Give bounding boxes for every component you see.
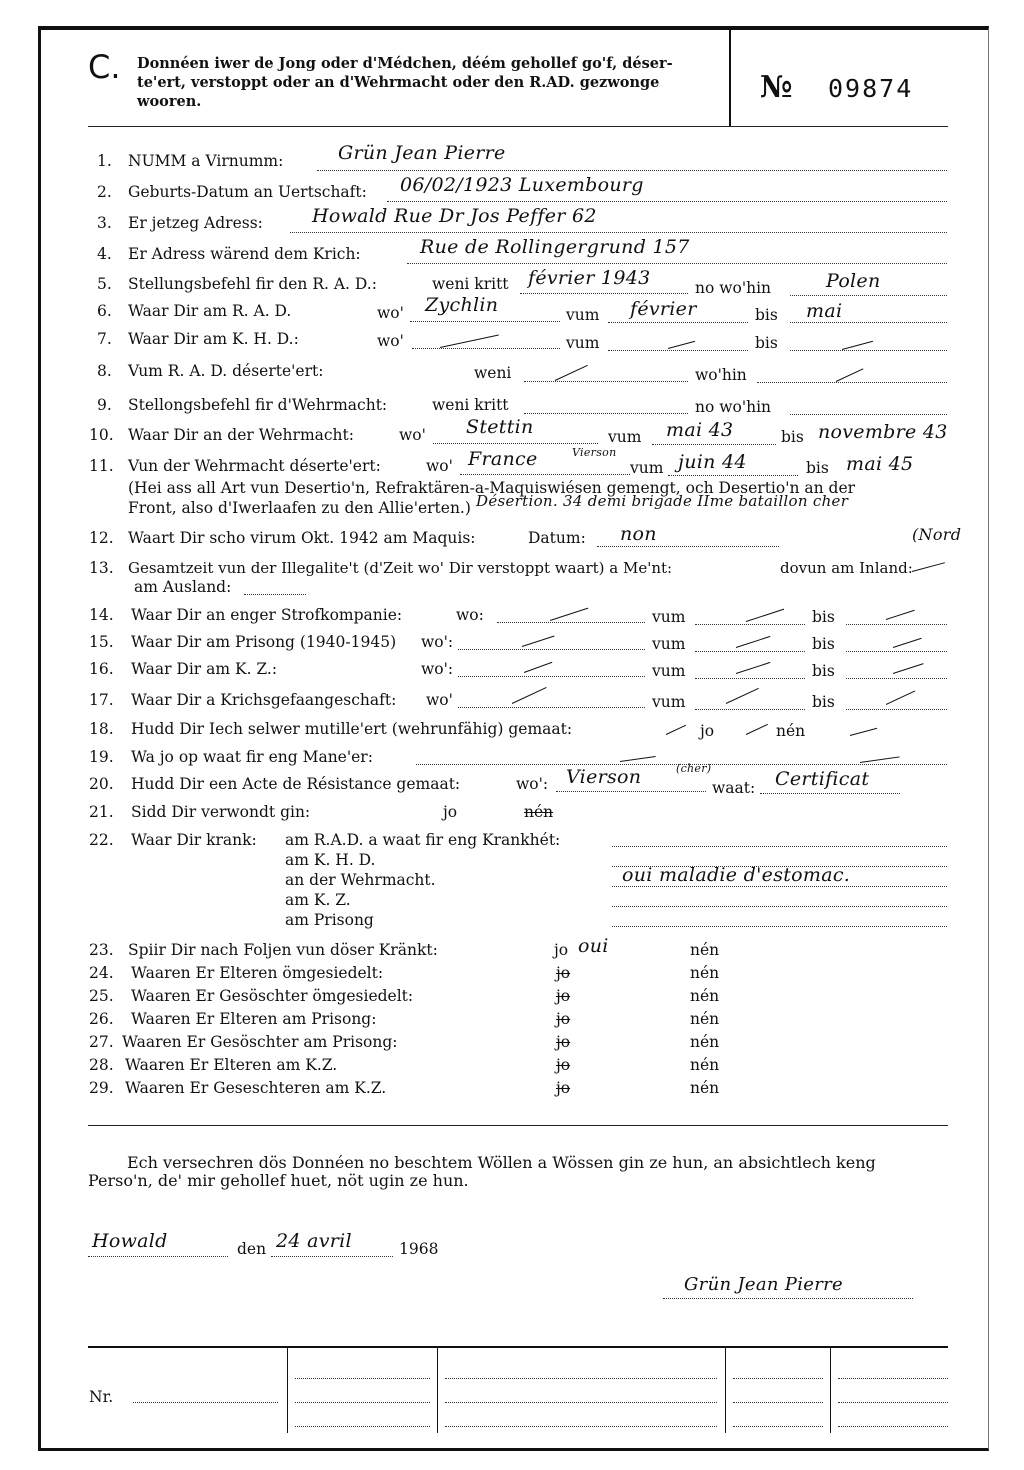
item-sublabel: vum xyxy=(566,306,600,324)
footer-line xyxy=(733,1426,823,1427)
item-sublabel: vum xyxy=(652,693,686,711)
item-label: Waaren Er Gesöschter am Prisong: xyxy=(122,1033,398,1051)
item-note: Front, also d'Iwerlaafen zu den Allie'erten.) xyxy=(128,499,471,517)
answer-line xyxy=(695,651,805,652)
item-label: Waar Dir a Krichsgefaangeschaft: xyxy=(131,691,397,709)
item-sublabel: jo xyxy=(556,1056,571,1074)
item-number: 7. xyxy=(97,330,112,348)
item-sublabel: wo': xyxy=(421,633,454,651)
item-number: 19. xyxy=(89,748,114,766)
handwritten-signature: Grün Jean Pierre xyxy=(684,1274,843,1295)
footer-line xyxy=(445,1426,717,1427)
answer-line xyxy=(458,649,645,650)
answer-line xyxy=(290,232,947,233)
item-sublabel: jo xyxy=(554,941,569,959)
answer-line xyxy=(458,676,645,677)
item-label: Waar Dir am K. Z.: xyxy=(131,660,278,678)
title-line: wooren. xyxy=(137,93,202,110)
header-rule xyxy=(88,126,948,127)
footer-line xyxy=(445,1402,717,1403)
section-letter: C. xyxy=(88,48,121,86)
item-note: (Hei ass all Art vun Desertio'n, Refraktären-a-Maquiswiésen gemengt, och Desertio'n an der xyxy=(128,479,856,497)
item-sublabel: am Prisong xyxy=(285,911,374,929)
item-sublabel: nén xyxy=(776,722,806,740)
answer-line xyxy=(846,651,947,652)
item-sublabel: bis xyxy=(781,428,804,446)
handwritten-value: Certificat xyxy=(775,768,870,790)
item-number: 17. xyxy=(89,691,114,709)
item-sublabel: jo xyxy=(556,1079,571,1097)
item-sublabel: jo xyxy=(443,803,458,821)
answer-line xyxy=(757,382,947,383)
handwritten-value: novembre 43 xyxy=(818,421,948,443)
footer-line xyxy=(733,1402,823,1403)
year-text: 1968 xyxy=(399,1240,439,1258)
handwritten-value: mai 45 xyxy=(846,453,914,475)
handwritten-value: février xyxy=(630,298,697,320)
item-sublabel: an der Wehrmacht. xyxy=(285,871,436,889)
handwritten-war-address: Rue de Rollingergrund 157 xyxy=(420,236,690,258)
form-number: 09874 xyxy=(828,74,914,103)
section-rule xyxy=(88,1125,948,1126)
item-sublabel: wo' xyxy=(377,332,404,350)
handwritten-value: (Nord xyxy=(912,525,962,544)
item-number: 28. xyxy=(89,1056,114,1074)
item-sublabel: jo xyxy=(700,722,715,740)
item-label: Hudd Dir een Acte de Résistance gemaat: xyxy=(131,775,461,793)
item-label: Geburts-Datum an Uertschaft: xyxy=(128,183,367,201)
item-label: Stellungsbefehl fir den R. A. D.: xyxy=(128,275,377,293)
item-sublabel: bis xyxy=(812,608,835,626)
handwritten-value: mai xyxy=(806,300,843,322)
item-sublabel: bis xyxy=(806,459,829,477)
item-sublabel: jo xyxy=(556,964,571,982)
answer-line xyxy=(846,624,947,625)
item-number: 9. xyxy=(97,396,112,414)
item-label: Vum R. A. D. déserte'ert: xyxy=(128,362,324,380)
item-label: Waaren Er Geseschteren am K.Z. xyxy=(125,1079,387,1097)
answer-line xyxy=(524,413,688,414)
handwritten-date: 24 avril xyxy=(276,1230,352,1252)
handwritten-name: Grün Jean Pierre xyxy=(338,142,506,164)
handwritten-superscript: (cher) xyxy=(676,762,712,775)
item-number: 12. xyxy=(89,529,114,547)
item-number: 24. xyxy=(89,964,114,982)
item-sublabel: nén xyxy=(690,1033,720,1051)
footer-line xyxy=(295,1426,430,1427)
item-number: 6. xyxy=(97,302,112,320)
handwritten-superscript: Vierson xyxy=(572,446,617,459)
footer-line xyxy=(295,1378,430,1379)
item-number: 26. xyxy=(89,1010,114,1028)
footer-line xyxy=(445,1378,717,1379)
item-sublabel: nén xyxy=(524,803,554,821)
item-sublabel: bis xyxy=(755,306,778,324)
item-number: 4. xyxy=(97,245,112,263)
item-sublabel: jo xyxy=(556,1010,571,1028)
item-number: 16. xyxy=(89,660,114,678)
item-label: Waar Dir am K. H. D.: xyxy=(128,330,299,348)
answer-line xyxy=(695,624,805,625)
item-sublabel: bis xyxy=(812,662,835,680)
handwritten-value: Vierson xyxy=(566,766,642,788)
item-label: NUMM a Virnumm: xyxy=(128,152,284,170)
footer-line xyxy=(733,1378,823,1379)
footer-line xyxy=(838,1378,948,1379)
date-line xyxy=(271,1256,393,1257)
item-number: 18. xyxy=(89,720,114,738)
declaration-text: Perso'n, de' mir gehollef huet, nöt ugin ze hun. xyxy=(88,1171,469,1190)
item-sublabel: am K. Z. xyxy=(285,891,351,909)
answer-line xyxy=(524,381,688,382)
handwritten-value: Zychlin xyxy=(425,294,499,316)
answer-line xyxy=(410,321,560,322)
title-line: Donnéen iwer de Jong oder d'Médchen, déém gehollef go'f, déser- xyxy=(137,55,673,72)
nr-label: Nr. xyxy=(89,1388,114,1406)
item-sublabel: vum xyxy=(652,635,686,653)
item-label: Waar Dir am Prisong (1940-1945) xyxy=(131,633,397,651)
signature-line xyxy=(663,1298,913,1299)
answer-line xyxy=(846,678,947,679)
item-sublabel: wo' xyxy=(377,304,404,322)
item-sublabel: weni kritt xyxy=(432,275,509,293)
item-sublabel: am K. H. D. xyxy=(285,851,376,869)
item-sublabel: bis xyxy=(755,334,778,352)
item-number: 13. xyxy=(89,559,114,577)
answer-line xyxy=(612,906,947,907)
answer-line xyxy=(433,443,598,444)
item-label: Vun der Wehrmacht déserte'ert: xyxy=(128,457,381,475)
item-sublabel: wo: xyxy=(456,606,484,624)
answer-line xyxy=(608,322,748,323)
item-number: 25. xyxy=(89,987,114,1005)
item-label: Waaren Er Elteren am K.Z. xyxy=(125,1056,338,1074)
footer-line xyxy=(838,1402,948,1403)
footer-column-divider xyxy=(830,1347,831,1433)
answer-line xyxy=(612,926,947,927)
item-number: 21. xyxy=(89,803,114,821)
answer-line xyxy=(695,709,805,710)
answer-line xyxy=(497,622,645,623)
answer-line xyxy=(668,475,798,476)
item-label: Gesamtzeit vun der Illegalite't (d'Zeit wo' Dir verstoppt waart) a Me'nt: xyxy=(128,559,673,577)
item-number: 5. xyxy=(97,275,112,293)
handwritten-address: Howald Rue Dr Jos Peffer 62 xyxy=(312,205,597,227)
header-divider xyxy=(729,30,731,126)
item-sublabel: nén xyxy=(690,941,720,959)
handwritten-value: février 1943 xyxy=(528,267,651,289)
answer-line xyxy=(652,444,776,445)
item-sublabel: wo': xyxy=(516,775,549,793)
answer-line xyxy=(790,295,947,296)
footer-column-divider xyxy=(287,1347,288,1433)
item-sublabel: vum xyxy=(608,428,642,446)
item-number: 23. xyxy=(89,941,114,959)
handwritten-value: France xyxy=(468,448,538,470)
item-label: Waar Dir an der Wehrmacht: xyxy=(128,426,354,444)
item-label: Waart Dir scho virum Okt. 1942 am Maquis: xyxy=(128,529,476,547)
handwritten-note: Désertion. 34 demi brigade IIme bataillon cher xyxy=(476,492,849,510)
handwritten-value: non xyxy=(620,523,657,545)
item-label: Er Adress wärend dem Krich: xyxy=(128,245,361,263)
item-sublabel: vum xyxy=(652,662,686,680)
item-number: 8. xyxy=(97,362,112,380)
item-sublabel: wo' xyxy=(426,691,453,709)
item-label: Er jetzeg Adress: xyxy=(128,214,263,232)
answer-line xyxy=(760,793,900,794)
item-sublabel: nén xyxy=(690,1010,720,1028)
numero-symbol: № xyxy=(760,70,793,105)
answer-line xyxy=(520,293,688,294)
item-number: 11. xyxy=(89,457,114,475)
title-line: te'ert, verstoppt oder an d'Wehrmacht oder den R.AD. gezwonge xyxy=(137,74,660,91)
item-sublabel: bis xyxy=(812,635,835,653)
footer-column-divider xyxy=(725,1347,726,1433)
item-number: 15. xyxy=(89,633,114,651)
answer-line xyxy=(612,886,947,887)
form-title xyxy=(137,54,673,111)
item-sublabel: dovun am Inland: xyxy=(780,559,913,577)
item-sublabel: am R.A.D. a waat fir eng Krankhét: xyxy=(285,831,561,849)
footer-top-rule xyxy=(88,1346,948,1348)
item-sublabel: Datum: xyxy=(528,529,586,547)
item-sublabel: jo xyxy=(556,1033,571,1051)
handwritten-place: Howald xyxy=(92,1230,168,1252)
item-sublabel: weni kritt xyxy=(432,396,509,414)
answer-line xyxy=(790,414,947,415)
item-number: 10. xyxy=(89,426,114,444)
place-line xyxy=(88,1256,228,1257)
item-number: 14. xyxy=(89,606,114,624)
item-number: 29. xyxy=(89,1079,114,1097)
item-label: Stellongsbefehl fir d'Wehrmacht: xyxy=(128,396,388,414)
item-number: 2. xyxy=(97,183,112,201)
nr-line xyxy=(133,1402,278,1403)
item-label: Spiir Dir nach Foljen vun döser Kränkt: xyxy=(128,941,438,959)
handwritten-value: juin 44 xyxy=(678,451,747,473)
footer-line xyxy=(295,1402,430,1403)
handwritten-value: oui xyxy=(578,935,609,957)
den-label: den xyxy=(237,1240,267,1258)
item-sublabel: am Ausland: xyxy=(134,578,232,596)
answer-line xyxy=(407,263,947,264)
answer-line xyxy=(790,350,947,351)
answer-line xyxy=(790,322,947,323)
item-sublabel: nén xyxy=(690,1056,720,1074)
answer-line xyxy=(460,474,630,475)
item-label: Waaren Er Gesöschter ömgesiedelt: xyxy=(131,987,414,1005)
answer-line xyxy=(387,201,947,202)
item-sublabel: wo': xyxy=(421,660,454,678)
item-label: Waaren Er Elteren am Prisong: xyxy=(131,1010,377,1028)
item-number: 3. xyxy=(97,214,112,232)
item-sublabel: wo' xyxy=(399,426,426,444)
item-number: 22. xyxy=(89,831,114,849)
item-sublabel: weni xyxy=(474,364,512,382)
item-sublabel: vum xyxy=(652,608,686,626)
item-number: 20. xyxy=(89,775,114,793)
item-label: Hudd Dir Iech selwer mutille'ert (wehrunfähig) gemaat: xyxy=(131,720,573,738)
item-sublabel: nén xyxy=(690,1079,720,1097)
answer-line xyxy=(695,678,805,679)
answer-line xyxy=(458,707,645,708)
item-label: Waar Dir am R. A. D. xyxy=(128,302,292,320)
handwritten-value: mai 43 xyxy=(666,419,734,441)
item-label: Waar Dir an enger Strofkompanie: xyxy=(131,606,403,624)
answer-line xyxy=(556,791,706,792)
footer-line xyxy=(838,1426,948,1427)
item-sublabel: wo'hin xyxy=(695,366,747,384)
item-sublabel: nén xyxy=(690,987,720,1005)
answer-line xyxy=(412,348,560,349)
item-label: Waaren Er Elteren ömgesiedelt: xyxy=(131,964,384,982)
answer-line xyxy=(608,350,748,351)
item-sublabel: vum xyxy=(630,459,664,477)
answer-line xyxy=(317,170,947,171)
item-sublabel: nén xyxy=(690,964,720,982)
answer-line xyxy=(612,846,947,847)
handwritten-value: Polen xyxy=(826,270,881,292)
item-label: Wa jo op waat fir eng Mane'er: xyxy=(131,748,373,766)
answer-line xyxy=(244,594,306,595)
item-sublabel: no wo'hin xyxy=(695,279,772,297)
item-number: 1. xyxy=(97,152,112,170)
declaration-text: Ech versechren dös Donnéen no beschtem Wöllen a Wössen gin ze hun, an absichtlech keng xyxy=(127,1153,876,1172)
answer-line xyxy=(846,709,947,710)
answer-line xyxy=(597,546,779,547)
item-label: Waar Dir krank: xyxy=(131,831,257,849)
item-number: 27. xyxy=(89,1033,114,1051)
item-sublabel: no wo'hin xyxy=(695,398,772,416)
handwritten-value: Stettin xyxy=(466,416,534,438)
item-sublabel: jo xyxy=(556,987,571,1005)
handwritten-value: oui maladie d'estomac. xyxy=(622,864,851,886)
item-sublabel: vum xyxy=(566,334,600,352)
footer-column-divider xyxy=(437,1347,438,1433)
item-label: Sidd Dir verwondt gin: xyxy=(131,803,311,821)
item-sublabel: wo' xyxy=(426,457,453,475)
item-sublabel: bis xyxy=(812,693,835,711)
handwritten-birth: 06/02/1923 Luxembourg xyxy=(400,174,644,196)
item-sublabel: waat: xyxy=(712,779,756,797)
